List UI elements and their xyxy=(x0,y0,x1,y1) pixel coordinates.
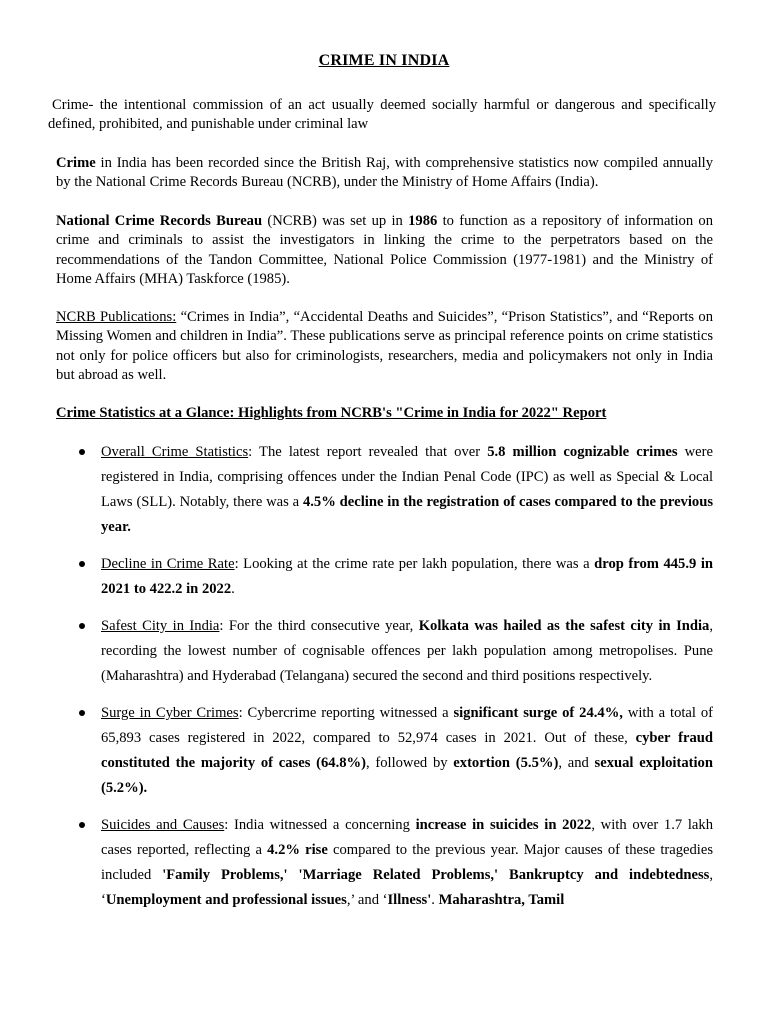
bold-text: cyber fraud constituted the majority of cases (64.8%) xyxy=(101,730,713,771)
paragraph-ncrb xyxy=(56,212,713,289)
bold-text: National Crime Records Bureau xyxy=(56,213,263,229)
bold-text: 4.5% decline in the registration of cases compared to the previous year. xyxy=(101,494,714,535)
bold-text: extortion (5.5%) xyxy=(453,755,559,771)
bold-text: 4.2% rise xyxy=(267,842,328,858)
bold-text: Crime xyxy=(56,155,96,171)
body-text: , and xyxy=(558,755,595,771)
body-text: : Cybercrime reporting witnessed a xyxy=(238,705,454,721)
body-text: in India has been recorded since the British Raj, with comprehensive statistics now compiled annually by the National Crime Records Bureau (NCRB), under the Ministry of Home Affairs (India). xyxy=(56,155,713,191)
bold-text: Unemployment and professional issues xyxy=(105,892,347,908)
body-text: , with over 1.7 lakh cases reported, reflecting a xyxy=(101,817,713,858)
bold-text: drop from 445.9 in 2021 to 422.2 in 2022 xyxy=(101,556,713,597)
list-item xyxy=(56,813,713,913)
bullet-label: Suicides and Causes xyxy=(101,817,225,833)
list-item xyxy=(56,440,713,540)
bullet-icon xyxy=(79,822,85,828)
body-text: “Crimes in India”, “Accidental Deaths and Suicides”, “Prison Statistics”, and “Reports on Missing Women and children in India”. These publications serve as principal reference points on crime statistics not only for police officers but also for criminologists, researchers, media and policymakers not only in India but abroad as well. xyxy=(56,309,713,383)
body-text: with a total of 65,893 cases registered in 2022, compared to 52,974 cases in 2021. Out of these, xyxy=(101,705,713,746)
underlined-label: NCRB Publications: xyxy=(56,309,177,325)
bold-text: 'Family Problems,' 'Marriage Related Problems,' Bankruptcy and indebtedness xyxy=(162,867,710,883)
bullet-icon xyxy=(79,561,85,567)
bold-text: 1986 xyxy=(408,213,438,229)
list-item xyxy=(56,552,713,602)
list-item xyxy=(56,701,713,801)
bold-text: sexual exploitation (5.2%). xyxy=(101,755,713,796)
highlights-list xyxy=(56,440,713,925)
body-text: to function as a repository of information on crime and criminals to assist the investigators in linking the crime to the perpetrators based on the recommendations of the Tandon Committee, National Police Commission (1977-1981) and the Ministry of Home Affairs (MHA) Taskforce (1985). xyxy=(56,213,713,287)
body-text: ,’ and ‘ xyxy=(346,892,388,908)
body-text: : India witnessed a concerning xyxy=(224,817,416,833)
bullet-icon xyxy=(79,710,85,716)
body-text: were registered in India, comprising offences under the Indian Penal Code (IPC) as well as Special & Local Laws (SLL). Notably, there was a xyxy=(101,444,713,510)
bullet-label: Surge in Cyber Crimes xyxy=(101,705,239,721)
bold-text: significant surge of 24.4%, xyxy=(453,705,623,721)
body-text: : For the third consecutive year, xyxy=(219,618,419,634)
bold-text: Illness' xyxy=(387,892,432,908)
crime-definition: Crime- the intentional commission of an act usually deemed socially harmful or dangerous and specifically defined, prohibited, and punishable under criminal law xyxy=(48,97,716,132)
body-text: . xyxy=(231,581,235,597)
body-text: , ‘ xyxy=(101,867,713,908)
bold-text: Kolkata was hailed as the safest city in India xyxy=(418,618,710,634)
body-text: , recording the lowest number of cognisable offences per lakh population among metropolises. Pune (Maharashtra) and Hyderabad (Telangana) secured the second and third positions respectively. xyxy=(101,618,714,684)
body-text: . xyxy=(431,892,439,908)
paragraph-crime-history xyxy=(56,154,713,193)
bullet-label: Decline in Crime Rate xyxy=(101,556,235,572)
bullet-icon xyxy=(79,623,85,629)
bold-text: Maharashtra, Tamil xyxy=(438,892,565,908)
bold-text: 5.8 million cognizable crimes xyxy=(487,444,678,460)
bullet-label: Overall Crime Statistics xyxy=(101,444,249,460)
bullet-label: Safest City in India xyxy=(101,618,220,634)
page-title: CRIME IN INDIA xyxy=(318,52,450,69)
body-text: (NCRB) was set up in xyxy=(262,213,409,229)
list-item xyxy=(56,614,713,689)
body-text: , followed by xyxy=(365,755,454,771)
bullet-icon xyxy=(79,449,85,455)
body-text: : The latest report revealed that over xyxy=(248,444,488,460)
bold-text: increase in suicides in 2022 xyxy=(415,817,592,833)
body-text: compared to the previous year. Major causes of these tragedies included xyxy=(101,842,713,883)
section-heading: Crime Statistics at a Glance: Highlights from NCRB's "Crime in India for 2022" Report xyxy=(56,405,607,421)
paragraph-ncrb-publications xyxy=(56,308,713,385)
body-text: : Looking at the crime rate per lakh population, there was a xyxy=(234,556,595,572)
